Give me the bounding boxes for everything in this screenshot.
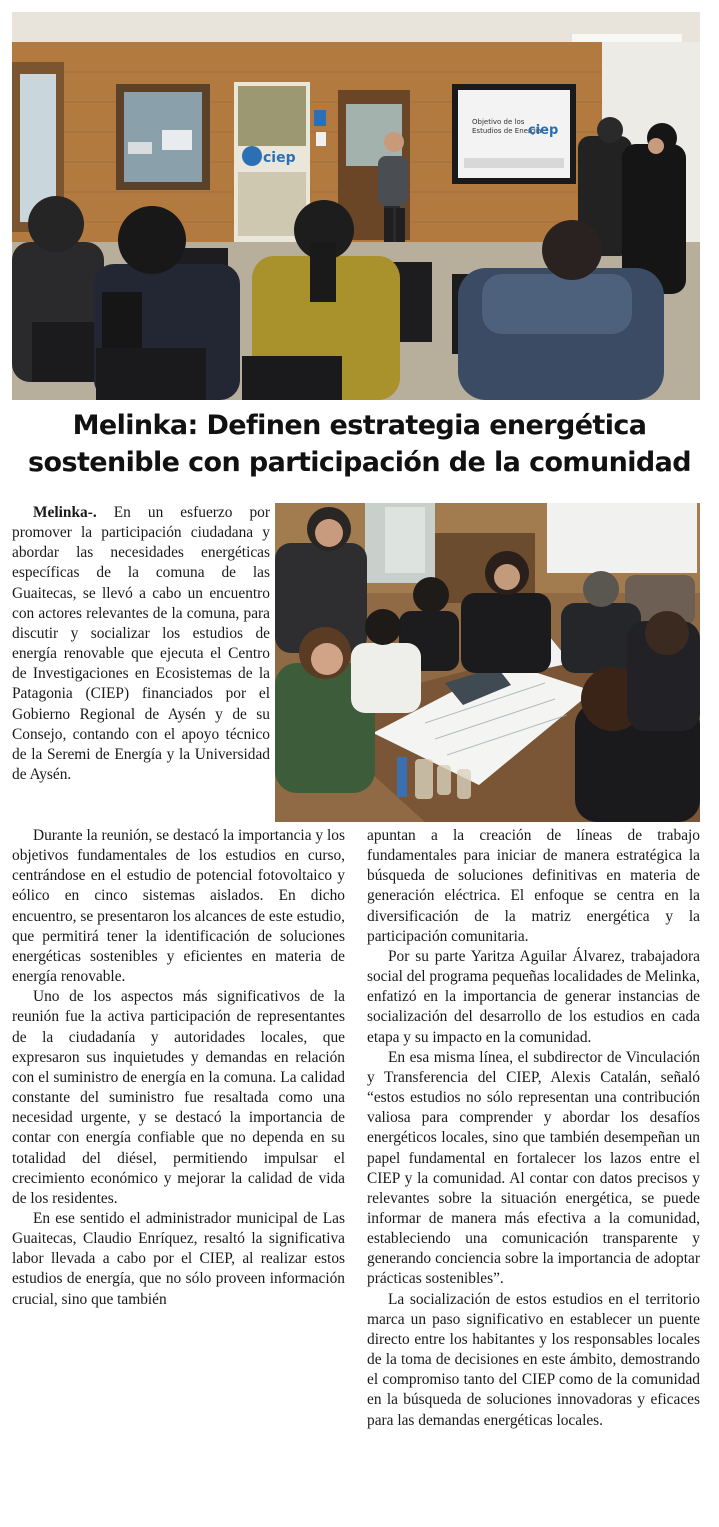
- paragraph-4-continued: apuntan a la creación de líneas de trabajo fundamentales para iniciar de manera estratégica la búsqueda de soluciones definitivas en materia de generación eléctrica. El enfoque se centra en la diversificación de la matriz energética y la participación comunitaria.: [367, 827, 700, 945]
- banner-logo: ciep: [263, 150, 296, 166]
- screen-title-1: Objetivo de los: [472, 118, 525, 126]
- paragraph-3: Uno de los aspectos más significativos de la reunión fue la activa participación de representantes de la ciudadanía y autoridades locales, que expresaron sus inquietudes y demandas en relación con el suministro de energía en la comuna. La calidad constante del suministro fue resaltada como una necesidad urgente, y se destacó la importancia de contar con energía confiable que no dependa en su totalidad del diésel, permitiendo impulsar el crecimiento económico y mejorar la calidad de vida de los residentes.: [12, 988, 345, 1207]
- article-headline: [0, 407, 719, 481]
- paragraph-6: En esa misma línea, el subdirector de Vinculación y Transferencia del CIEP, Alexis Catalán, señaló “estos estudios no sólo representan una contribución valiosa para comprender y abordar los desafíos energéticos locales, sino que también desempeñan un papel fundamental en fortalecer los lazos entre el CIEP y la comunidad. Al contar con datos precisos y relevantes sobre la situación energética, se puede informar de manera más efectiva a la comunidad, estableciendo una comunicación transparente y generando conciencia sobre la importancia de adoptar prácticas sostenibles”.: [367, 1048, 700, 1288]
- article-column-right: [367, 826, 700, 1431]
- article-column-top: [12, 503, 270, 785]
- screen-logo: ciep: [528, 123, 559, 138]
- headline-line-1: Melinka: Definen estrategia energética: [72, 410, 647, 441]
- paragraph-1: [12, 503, 270, 785]
- headline-line-2: sostenible con participación de la comunidad: [28, 447, 691, 478]
- paragraph-4: En ese sentido el administrador municipal de Las Guaitecas, Claudio Enríquez, resaltó la significativa labor llevada a cabo por el CIEP, al realizar estos estudios de energía, que no sólo proveen información crucial, sino que también: [12, 1209, 345, 1308]
- paragraph-1-text: En un esfuerzo por promover la participación ciudadana y abordar las necesidades energéticas específicas de la comuna de las Guaitecas, se llevó a cabo un encuentro con actores relevantes de la comuna, para discutir y socializar los estudios de energía renovable que ejecuta el Centro de Investigaciones en Ecosistemas de la Patagonia (CIEP) financiados por el Gobierno Regional de Aysén y de su Consejo, contando con el apoyo técnico de la Seremi de Energía y la Universidad de Aysén.: [12, 504, 270, 784]
- article-column-left: [12, 826, 345, 1310]
- workshop-photo: [275, 503, 700, 822]
- paragraph-5: Por su parte Yaritza Aguilar Álvarez, trabajadora social del programa pequeñas localidades de Melinka, enfatizó en la importancia de generar instancias de socialización del desarrollo de los estudios en cada etapa y su impacto en la comunidad.: [367, 947, 700, 1046]
- main-photo: [12, 12, 700, 400]
- screen-title-2: Estudios de Energía: [472, 127, 542, 135]
- dateline: Melinka-.: [33, 504, 97, 521]
- paragraph-7: La socialización de estos estudios en el territorio marca un paso significativo en establecer un puente directo entre los habitantes y los responsables locales de la toma de decisiones en este ámbito, demostrando el compromiso tanto del CIEP como de la comunidad en la búsqueda de soluciones innovadoras y eficaces para las demandas energéticas locales.: [367, 1290, 700, 1429]
- paragraph-2: Durante la reunión, se destacó la importancia y los objetivos fundamentales de los estudios en curso, centrándose en el estudio de potencial fotovoltaico y eólico en cinco sistemas aislados. En dicho encuentro, se presentaron los alcances de este estudio, que permitirá tener la identificación de soluciones energéticas sostenibles y eficientes en materia de energía renovable.: [12, 827, 345, 986]
